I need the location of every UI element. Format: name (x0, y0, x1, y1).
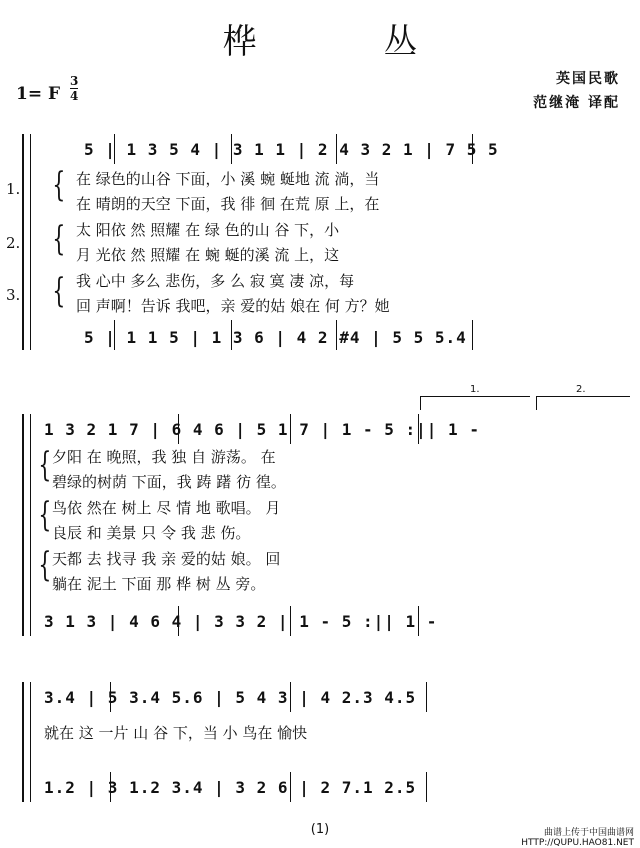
origin-credit: 英国民歌 (556, 71, 620, 87)
arranger-credit: 范继淹 译配 (533, 95, 620, 111)
lyric-line: 天都 去 找寻 我 亲 爱的姑 娘。 回 (52, 550, 281, 568)
time-sig-top: 3 (70, 74, 79, 88)
verse-label-3: 3. (6, 286, 21, 304)
system-3-bracket (22, 682, 24, 802)
watermark-line-1: 曲谱上传于中国曲谱网 (543, 828, 634, 838)
lyric-line: 月 光依 然 照耀 在 蜿 蜒的溪 流 上，这 (76, 246, 340, 264)
verse-label-2: 2. (6, 234, 21, 252)
time-signature (70, 74, 78, 103)
volta-1-hook (420, 396, 421, 410)
melody-line: 1 3 2 1 7 | 6 4 6 | 5 1 7 | 1 - 5 :|| 1 - (44, 420, 480, 439)
verse-brace: { (38, 545, 52, 585)
lyric-line: 良辰 和 美景 只 令 我 悲 伤。 (52, 524, 251, 542)
verse-brace: { (52, 165, 66, 205)
lyric-line: 在 绿色的山谷 下面，小 溪 蜿 蜒地 流 淌，当 (76, 170, 380, 188)
system-1-left-line (30, 134, 31, 350)
bass-line: 3 1 3 | 4 6 4 | 3 3 2 | 1 - 5 :|| 1 - (44, 612, 438, 631)
volta-1-label: 1. (470, 384, 480, 395)
lyric-line: 躺在 泥土 下面 那 桦 树 丛 旁。 (52, 575, 266, 593)
bass-line: 5 | 1 1 5 | 1 3 6 | 4 2 #4 | 5 5 5.4 (84, 328, 467, 347)
system-2-bracket (22, 414, 24, 636)
verse-label-1: 1. (6, 180, 21, 198)
volta-2-hook (536, 396, 537, 410)
bass-line: 1.2 | 3 1.2 3.4 | 3 2 6 | 2 7.1 2.5 (44, 778, 417, 797)
lyric-line: 太 阳依 然 照耀 在 绿 色的山 谷 下，小 (76, 221, 340, 239)
volta-1-bracket (420, 396, 530, 397)
verse-brace: { (52, 219, 66, 259)
melody-line: 5 | 1 3 5 4 | 3 1 1 | 2 4 3 2 1 | 7 5 5 (84, 140, 499, 159)
lyric-line: 在 晴朗的天空 下面，我 徘 徊 在荒 原 上，在 (76, 195, 380, 213)
lyric-line: 回 声啊！告诉 我吧，亲 爱的姑 娘在 何 方？她 (76, 297, 390, 315)
system-2-left-line (30, 414, 31, 636)
key-signature: 1= F (16, 84, 61, 104)
watermark-line-2: HTTP://QUPU.HAO81.NET (521, 838, 634, 848)
lyric-line: 夕阳 在 晚照，我 独 自 游荡。 在 (52, 448, 276, 466)
verse-brace: { (38, 445, 52, 485)
lyric-line: 我 心中 多么 悲伤，多 么 寂 寞 凄 凉，每 (76, 272, 355, 290)
lyric-line: 鸟依 然在 树上 尽 情 地 歌唱。 月 (52, 499, 281, 517)
page-number: (1) (310, 822, 330, 837)
watermark (521, 828, 634, 848)
verse-brace: { (38, 495, 52, 535)
melody-line: 3.4 | 5 3.4 5.6 | 5 4 3 | 4 2.3 4.5 (44, 688, 417, 707)
system-3-left-line (30, 682, 31, 802)
verse-brace: { (52, 271, 66, 311)
system-1-bracket (22, 134, 24, 350)
song-title: 桦 丛 (222, 22, 476, 62)
barline (426, 682, 427, 712)
lyric-line: 碧绿的树荫 下面，我 踌 躇 彷 徨。 (52, 473, 286, 491)
barline (472, 320, 473, 350)
volta-2-bracket (536, 396, 630, 397)
time-sig-bottom: 4 (70, 89, 79, 103)
volta-2-label: 2. (576, 384, 586, 395)
barline (426, 772, 427, 802)
lyric-line: 就在 这 一片 山 谷 下，当 小 鸟在 愉快 (44, 724, 308, 742)
